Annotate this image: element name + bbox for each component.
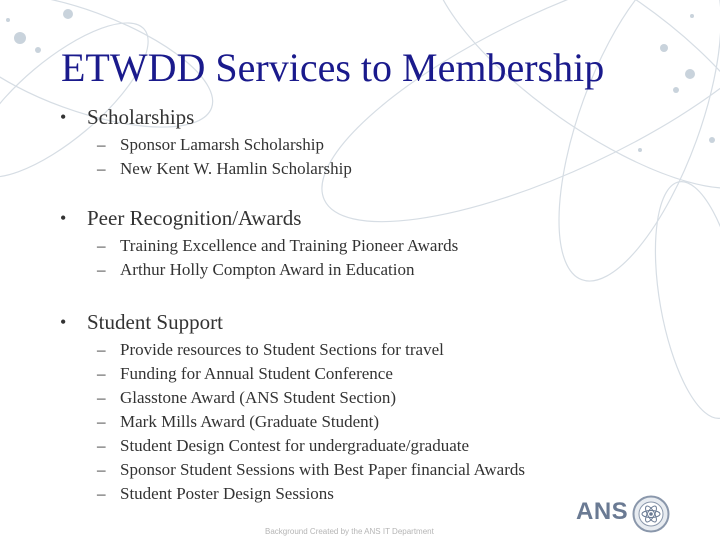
section-student-support: [60, 308, 680, 506]
dash-icon: –: [97, 364, 106, 383]
list-item: [60, 133, 680, 157]
dash-icon: –: [97, 236, 106, 255]
bullet-heading: [60, 308, 680, 336]
dash-icon: –: [97, 460, 106, 479]
bullet-icon: •: [60, 208, 67, 228]
ans-logo: [576, 494, 686, 534]
list-item: [60, 458, 680, 482]
sub-list: [60, 338, 680, 506]
list-item: [60, 410, 680, 434]
list-item-text: Glasstone Award (ANS Student Section): [120, 388, 397, 407]
list-item: [60, 362, 680, 386]
dash-icon: –: [97, 340, 106, 359]
list-item-text: New Kent W. Hamlin Scholarship: [120, 159, 352, 178]
list-item: [60, 338, 680, 362]
list-item-text: Student Design Contest for undergraduate/graduate: [120, 436, 470, 455]
bullet-icon: •: [60, 312, 67, 332]
dash-icon: –: [97, 135, 106, 154]
bullet-heading-text: Student Support: [87, 310, 223, 334]
list-item-text: Mark Mills Award (Graduate Student): [120, 412, 380, 431]
spacer: [60, 181, 680, 204]
list-item-text: Arthur Holly Compton Award in Education: [120, 260, 415, 279]
bullet-heading: [60, 204, 680, 232]
list-item-text: Sponsor Lamarsh Scholarship: [120, 135, 324, 154]
bullet-heading: [60, 103, 680, 131]
spacer: [60, 282, 680, 308]
section-peer-recognition: [60, 204, 680, 282]
list-item: [60, 258, 680, 282]
list-item: [60, 234, 680, 258]
footer-credit: Background Created by the ANS IT Department: [265, 527, 434, 536]
dash-icon: –: [97, 484, 106, 503]
bullet-heading-text: Scholarships: [87, 105, 195, 129]
list-item: [60, 434, 680, 458]
bullet-icon: •: [60, 107, 67, 127]
dash-icon: –: [97, 260, 106, 279]
list-item: [60, 386, 680, 410]
ans-logo-text: ANS: [576, 498, 629, 525]
ans-seal-icon: [632, 495, 670, 533]
dash-icon: –: [97, 412, 106, 431]
sub-list: [60, 234, 680, 282]
dash-icon: –: [97, 436, 106, 455]
slide-title: ETWDD Services to Membership: [61, 45, 605, 90]
dash-icon: –: [97, 388, 106, 407]
list-item-text: Funding for Annual Student Conference: [120, 364, 393, 383]
list-item: [60, 157, 680, 181]
list-item-text: Student Poster Design Sessions: [120, 484, 334, 503]
list-item-text: Sponsor Student Sessions with Best Paper financial Awards: [120, 460, 525, 479]
sub-list: [60, 133, 680, 181]
slide-content: [60, 103, 680, 506]
list-item-text: Provide resources to Student Sections for travel: [120, 340, 444, 359]
bullet-heading-text: Peer Recognition/Awards: [87, 206, 302, 230]
section-scholarships: [60, 103, 680, 181]
list-item-text: Training Excellence and Training Pioneer Awards: [120, 236, 459, 255]
dash-icon: –: [97, 159, 106, 178]
